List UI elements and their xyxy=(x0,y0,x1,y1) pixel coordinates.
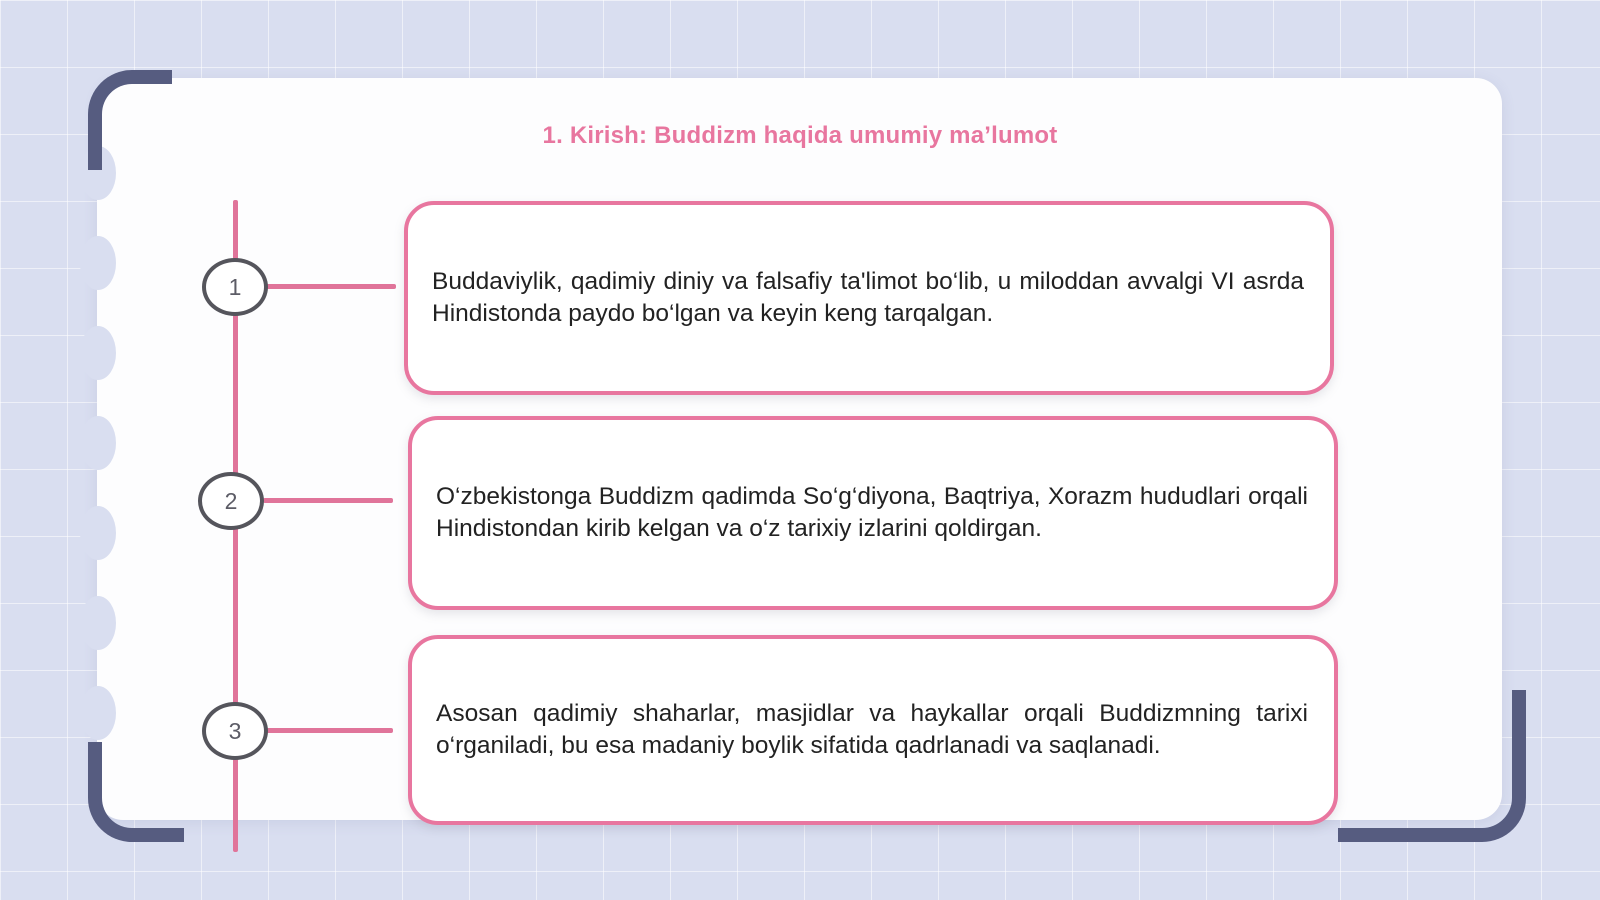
timeline-card xyxy=(408,416,1338,610)
paper-scallop xyxy=(80,506,116,560)
timeline-number: 2 xyxy=(224,487,238,514)
paper-scallop xyxy=(80,686,116,740)
timeline-card-text: Asosan qadimiy shaharlar, masjidlar va haykallar orqali Buddizmning tarixi o‘rganiladi, bu esa madaniy boylik sifatida qadrlanadi va saqlanadi. xyxy=(436,700,1308,759)
timeline-number-badge xyxy=(198,472,264,530)
timeline-card xyxy=(408,635,1338,825)
paper-scallop xyxy=(80,236,116,290)
paper-scallop xyxy=(80,596,116,650)
timeline-connector xyxy=(266,284,396,289)
paper-scallop xyxy=(80,326,116,380)
timeline-number-badge xyxy=(202,702,268,760)
timeline-connector xyxy=(263,498,393,503)
corner-bracket-bottom-right xyxy=(1338,690,1526,842)
paper-scallop xyxy=(80,416,116,470)
timeline-card xyxy=(404,201,1334,395)
timeline-number-badge xyxy=(202,258,268,316)
timeline-card-text: O‘zbekistonga Buddizm qadimda So‘g‘diyona, Baqtriya, Xorazm hududlari orqali Hindistondan kirib kelgan va o‘z tarixiy izlarini qoldirgan. xyxy=(436,483,1308,542)
timeline-card-text: Buddaviylik, qadimiy diniy va falsafiy ta'limot bo‘lib, u miloddan avvalgi VI asrda Hindistonda paydo bo‘lgan va keyin keng tarqalgan. xyxy=(432,268,1304,327)
slide-title: 1. Kirish: Buddizm haqida umumiy ma’lumot xyxy=(542,122,1058,149)
corner-bracket-top-left xyxy=(88,70,172,170)
corner-bracket-bottom-left xyxy=(88,742,184,842)
timeline-number: 3 xyxy=(228,717,242,744)
timeline-connector xyxy=(266,728,393,733)
timeline-number: 1 xyxy=(228,273,242,300)
